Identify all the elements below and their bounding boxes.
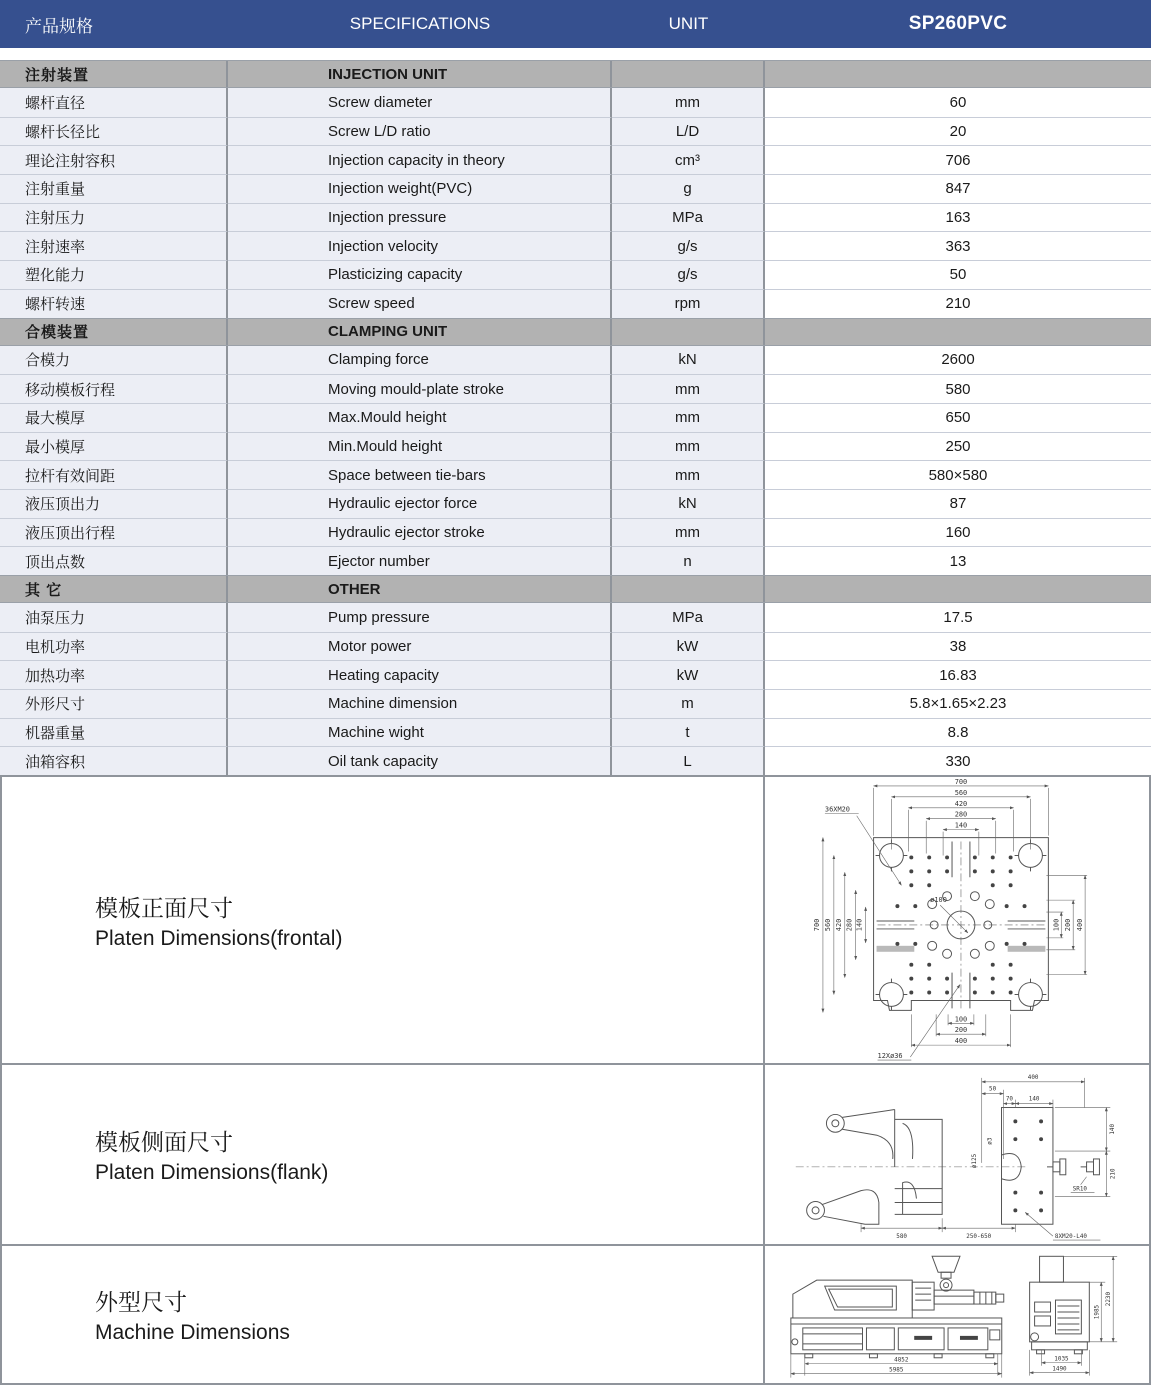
frontal-label-cn: 模板正面尺寸 bbox=[95, 894, 233, 921]
row-cn: 外形尺寸 bbox=[0, 689, 228, 718]
table-row bbox=[0, 460, 1151, 489]
table-row bbox=[0, 117, 1151, 146]
row-value: 210 bbox=[765, 289, 1151, 318]
frontal-dim-700-top: 700 bbox=[954, 778, 968, 787]
flank-note-d3: ø3 bbox=[986, 1137, 994, 1145]
frontal-note-center: ø100 bbox=[930, 896, 947, 905]
row-en: Injection weight(PVC) bbox=[228, 174, 612, 203]
row-value: 650 bbox=[765, 403, 1151, 432]
row-value: 38 bbox=[765, 632, 1151, 661]
row-value: 8.8 bbox=[765, 718, 1151, 747]
flank-label-block bbox=[2, 1065, 765, 1246]
frontal-note-bolts: 36XM20 bbox=[824, 805, 850, 814]
header-bar bbox=[0, 0, 1151, 48]
table-row bbox=[0, 231, 1151, 260]
row-cn: 机器重量 bbox=[0, 718, 228, 747]
row-en: Injection pressure bbox=[228, 203, 612, 232]
row-value: 847 bbox=[765, 174, 1151, 203]
frontal-dim-560-top: 560 bbox=[954, 788, 968, 797]
frontal-dim-100-bottom: 100 bbox=[954, 1015, 968, 1024]
machine-dim-1035: 1035 bbox=[1054, 1355, 1069, 1363]
row-unit: MPa bbox=[612, 203, 765, 232]
machine-dim-1985: 1985 bbox=[1093, 1304, 1101, 1320]
row-en: Machine wight bbox=[228, 718, 612, 747]
table-row bbox=[0, 546, 1151, 575]
frontal-dim-140-left: 140 bbox=[855, 918, 864, 932]
flank-dim-50: 50 bbox=[989, 1085, 997, 1093]
frontal-dim-420-top: 420 bbox=[954, 799, 968, 808]
section-cn: 注射装置 bbox=[0, 61, 228, 87]
row-cn: 拉杆有效间距 bbox=[0, 460, 228, 489]
table-row bbox=[0, 203, 1151, 232]
section-unit-cell bbox=[612, 319, 765, 345]
row-cn: 油泵压力 bbox=[0, 603, 228, 632]
row-cn: 移动模板行程 bbox=[0, 374, 228, 403]
section-value-cell bbox=[765, 576, 1151, 602]
row-cn: 合模力 bbox=[0, 346, 228, 375]
section-value-cell bbox=[765, 319, 1151, 345]
row-value: 16.83 bbox=[765, 660, 1151, 689]
platen-frontal-drawing bbox=[765, 776, 1149, 1064]
row-en: Space between tie-bars bbox=[228, 460, 612, 489]
header-title-cn: 产品规格 bbox=[25, 16, 93, 36]
row-cn: 电机功率 bbox=[0, 632, 228, 661]
row-unit: g/s bbox=[612, 260, 765, 289]
row-en: Moving mould-plate stroke bbox=[228, 374, 612, 403]
machine-label-en: Machine Dimensions bbox=[95, 1321, 290, 1345]
section-en: OTHER bbox=[228, 576, 612, 602]
flank-dim-right-210: 210 bbox=[1109, 1168, 1117, 1180]
row-value: 17.5 bbox=[765, 603, 1151, 632]
table-row bbox=[0, 746, 1151, 775]
row-value: 2600 bbox=[765, 346, 1151, 375]
row-cn: 注射压力 bbox=[0, 203, 228, 232]
row-unit: mm bbox=[612, 374, 765, 403]
frontal-dim-700-left: 700 bbox=[812, 918, 821, 932]
row-value: 60 bbox=[765, 88, 1151, 117]
frontal-label-en: Platen Dimensions(frontal) bbox=[95, 926, 343, 950]
row-value: 250 bbox=[765, 432, 1151, 461]
flank-note-sr10: SR10 bbox=[1072, 1185, 1087, 1193]
table-row bbox=[0, 603, 1151, 632]
table-row bbox=[0, 689, 1151, 718]
section-en: INJECTION UNIT bbox=[228, 61, 612, 87]
row-value: 580 bbox=[765, 374, 1151, 403]
machine-dim-2230: 2230 bbox=[1105, 1292, 1113, 1307]
row-cn: 注射速率 bbox=[0, 231, 228, 260]
row-unit: kW bbox=[612, 660, 765, 689]
row-unit: n bbox=[612, 546, 765, 575]
row-cn: 最小模厚 bbox=[0, 432, 228, 461]
row-cn: 螺杆长径比 bbox=[0, 117, 228, 146]
frontal-dim-560-left: 560 bbox=[823, 918, 832, 932]
row-unit: L/D bbox=[612, 117, 765, 146]
row-unit: g/s bbox=[612, 231, 765, 260]
row-value: 580×580 bbox=[765, 460, 1151, 489]
row-en: Screw L/D ratio bbox=[228, 117, 612, 146]
row-en: Injection capacity in theory bbox=[228, 145, 612, 174]
flank-drawing-panel bbox=[765, 1065, 1149, 1246]
row-unit: mm bbox=[612, 432, 765, 461]
row-unit: rpm bbox=[612, 289, 765, 318]
table-row bbox=[0, 174, 1151, 203]
row-cn: 螺杆转速 bbox=[0, 289, 228, 318]
frontal-dim-200-bottom: 200 bbox=[954, 1026, 968, 1035]
spec-table bbox=[0, 60, 1151, 775]
table-row bbox=[0, 346, 1151, 375]
table-row bbox=[0, 88, 1151, 117]
table-row bbox=[0, 632, 1151, 661]
row-en: Machine dimension bbox=[228, 689, 612, 718]
row-unit: cm³ bbox=[612, 145, 765, 174]
flank-dim-400: 400 bbox=[1027, 1073, 1039, 1081]
section-header-row bbox=[0, 318, 1151, 346]
machine-dim-5985: 5985 bbox=[889, 1366, 904, 1374]
row-unit: kN bbox=[612, 489, 765, 518]
row-en: Injection velocity bbox=[228, 231, 612, 260]
frontal-dim-200-right: 200 bbox=[1064, 918, 1073, 932]
row-en: Pump pressure bbox=[228, 603, 612, 632]
header-title-specifications: SPECIFICATIONS bbox=[349, 14, 491, 33]
row-unit: kW bbox=[612, 632, 765, 661]
table-row bbox=[0, 660, 1151, 689]
section-header-row bbox=[0, 60, 1151, 88]
machine-label-block bbox=[2, 1246, 765, 1383]
row-unit: kN bbox=[612, 346, 765, 375]
row-value: 160 bbox=[765, 518, 1151, 547]
machine-dimensions-drawing bbox=[765, 1246, 1149, 1383]
frontal-dim-400-bottom: 400 bbox=[954, 1037, 968, 1046]
row-cn: 注射重量 bbox=[0, 174, 228, 203]
row-value: 13 bbox=[765, 546, 1151, 575]
row-en: Ejector number bbox=[228, 546, 612, 575]
frontal-dim-400-right: 400 bbox=[1076, 918, 1085, 932]
row-en: Screw speed bbox=[228, 289, 612, 318]
row-en: Motor power bbox=[228, 632, 612, 661]
flank-note-bolts: 8XM20-L40 bbox=[1054, 1233, 1088, 1241]
frontal-dim-280-left: 280 bbox=[845, 918, 854, 932]
row-unit: L bbox=[612, 746, 765, 775]
table-row bbox=[0, 289, 1151, 318]
machine-label-cn: 外型尺寸 bbox=[95, 1289, 187, 1316]
section-unit-cell bbox=[612, 61, 765, 87]
frontal-dim-100-right: 100 bbox=[1052, 918, 1061, 932]
frontal-drawing-panel bbox=[765, 777, 1149, 1065]
row-value: 330 bbox=[765, 746, 1151, 775]
flank-dim-70: 70 bbox=[1005, 1095, 1013, 1103]
row-cn: 液压顶出力 bbox=[0, 489, 228, 518]
row-value: 50 bbox=[765, 260, 1151, 289]
row-value: 163 bbox=[765, 203, 1151, 232]
machine-dim-4852: 4852 bbox=[894, 1356, 909, 1364]
spec-table-body bbox=[0, 60, 1151, 775]
row-cn: 加热功率 bbox=[0, 660, 228, 689]
flank-dim-right-140: 140 bbox=[1109, 1124, 1117, 1135]
section-header-row bbox=[0, 575, 1151, 603]
row-en: Clamping force bbox=[228, 346, 612, 375]
row-en: Oil tank capacity bbox=[228, 746, 612, 775]
frontal-dim-140-top: 140 bbox=[954, 821, 968, 830]
frontal-dim-280-top: 280 bbox=[954, 810, 968, 819]
row-en: Screw diameter bbox=[228, 88, 612, 117]
row-cn: 顶出点数 bbox=[0, 546, 228, 575]
row-unit: mm bbox=[612, 460, 765, 489]
table-row bbox=[0, 374, 1151, 403]
row-value: 20 bbox=[765, 117, 1151, 146]
flank-note-d125: ø125 bbox=[970, 1153, 978, 1169]
flank-dim-580: 580 bbox=[896, 1233, 907, 1241]
frontal-dim-420-left: 420 bbox=[834, 918, 843, 932]
table-row bbox=[0, 718, 1151, 747]
flank-label-cn: 模板侧面尺寸 bbox=[95, 1129, 233, 1156]
section-en: CLAMPING UNIT bbox=[228, 319, 612, 345]
row-value: 87 bbox=[765, 489, 1151, 518]
table-row bbox=[0, 489, 1151, 518]
row-cn: 液压顶出行程 bbox=[0, 518, 228, 547]
frontal-note-holes: 12Xø36 bbox=[877, 1052, 903, 1061]
row-unit: mm bbox=[612, 88, 765, 117]
section-value-cell bbox=[765, 61, 1151, 87]
platen-flank-drawing bbox=[765, 1064, 1149, 1245]
row-unit: mm bbox=[612, 403, 765, 432]
row-unit: MPa bbox=[612, 603, 765, 632]
machine-dim-1490: 1490 bbox=[1052, 1365, 1067, 1373]
diagram-panels bbox=[0, 775, 1151, 1385]
row-unit: t bbox=[612, 718, 765, 747]
table-row bbox=[0, 432, 1151, 461]
row-unit: m bbox=[612, 689, 765, 718]
row-value: 706 bbox=[765, 145, 1151, 174]
section-cn: 合模装置 bbox=[0, 319, 228, 345]
row-unit: mm bbox=[612, 518, 765, 547]
flank-label-en: Platen Dimensions(flank) bbox=[95, 1161, 329, 1185]
row-en: Hydraulic ejector stroke bbox=[228, 518, 612, 547]
frontal-label-block bbox=[2, 777, 765, 1065]
table-row bbox=[0, 260, 1151, 289]
row-en: Max.Mould height bbox=[228, 403, 612, 432]
flank-dim-range: 250-650 bbox=[966, 1233, 992, 1241]
row-cn: 理论注射容积 bbox=[0, 145, 228, 174]
row-en: Plasticizing capacity bbox=[228, 260, 612, 289]
header-title-unit: UNIT bbox=[668, 14, 709, 33]
table-row bbox=[0, 403, 1151, 432]
header-model: SP260PVC bbox=[908, 13, 1008, 34]
row-value: 363 bbox=[765, 231, 1151, 260]
row-en: Heating capacity bbox=[228, 660, 612, 689]
row-cn: 螺杆直径 bbox=[0, 88, 228, 117]
row-en: Hydraulic ejector force bbox=[228, 489, 612, 518]
section-unit-cell bbox=[612, 576, 765, 602]
table-row bbox=[0, 518, 1151, 547]
section-cn: 其 它 bbox=[0, 576, 228, 602]
row-value: 5.8×1.65×2.23 bbox=[765, 689, 1151, 718]
row-cn: 油箱容积 bbox=[0, 746, 228, 775]
row-unit: g bbox=[612, 174, 765, 203]
row-cn: 塑化能力 bbox=[0, 260, 228, 289]
machine-drawing-panel bbox=[765, 1246, 1149, 1383]
table-row bbox=[0, 145, 1151, 174]
row-cn: 最大模厚 bbox=[0, 403, 228, 432]
row-en: Min.Mould height bbox=[228, 432, 612, 461]
flank-dim-140: 140 bbox=[1028, 1095, 1040, 1103]
